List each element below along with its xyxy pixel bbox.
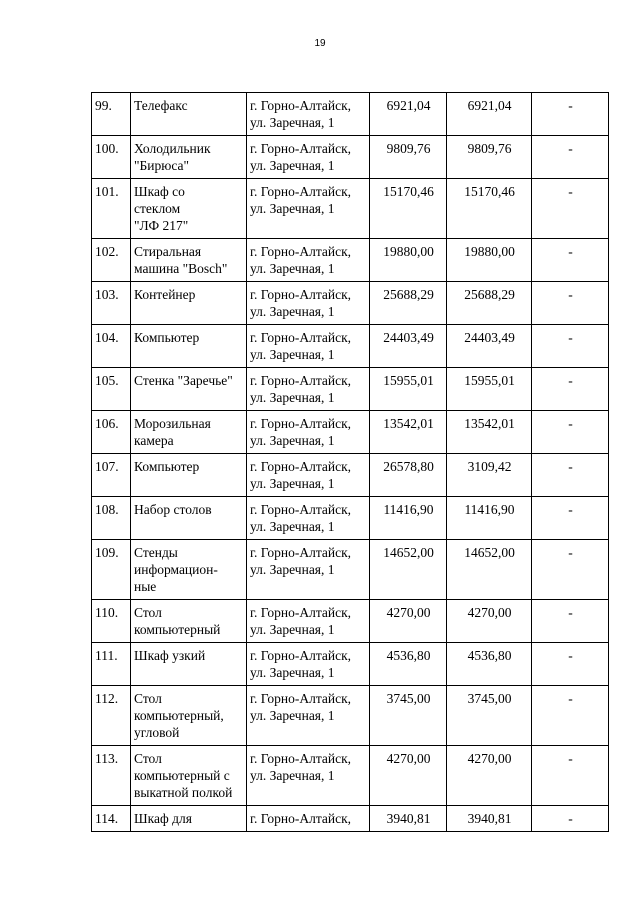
row-number: 105. bbox=[92, 368, 131, 411]
note-cell: - bbox=[532, 643, 609, 686]
residual-value: 11416,90 bbox=[447, 497, 532, 540]
row-number: 102. bbox=[92, 239, 131, 282]
item-address: г. Горно-Алтайск, ул. Заречная, 1 bbox=[247, 746, 370, 806]
book-value: 13542,01 bbox=[370, 411, 447, 454]
book-value: 4536,80 bbox=[370, 643, 447, 686]
table-row bbox=[92, 179, 609, 239]
note-cell: - bbox=[532, 411, 609, 454]
table-row bbox=[92, 806, 609, 832]
item-address: г. Горно-Алтайск, ул. Заречная, 1 bbox=[247, 411, 370, 454]
residual-value: 3940,81 bbox=[447, 806, 532, 832]
row-number: 110. bbox=[92, 600, 131, 643]
item-name: Компьютер bbox=[131, 325, 247, 368]
residual-value: 4536,80 bbox=[447, 643, 532, 686]
book-value: 9809,76 bbox=[370, 136, 447, 179]
note-cell: - bbox=[532, 93, 609, 136]
residual-value: 9809,76 bbox=[447, 136, 532, 179]
item-address: г. Горно-Алтайск, bbox=[247, 806, 370, 832]
table-row bbox=[92, 497, 609, 540]
table-row bbox=[92, 540, 609, 600]
item-address: г. Горно-Алтайск, ул. Заречная, 1 bbox=[247, 282, 370, 325]
residual-value: 15170,46 bbox=[447, 179, 532, 239]
book-value: 4270,00 bbox=[370, 746, 447, 806]
item-address: г. Горно-Алтайск, ул. Заречная, 1 bbox=[247, 179, 370, 239]
item-name: Шкаф для bbox=[131, 806, 247, 832]
note-cell: - bbox=[532, 540, 609, 600]
book-value: 24403,49 bbox=[370, 325, 447, 368]
item-name: Стенка "Заречье" bbox=[131, 368, 247, 411]
inventory-table-body bbox=[92, 93, 609, 832]
book-value: 19880,00 bbox=[370, 239, 447, 282]
item-name: Стенды информацион- ные bbox=[131, 540, 247, 600]
item-name: Морозильная камера bbox=[131, 411, 247, 454]
item-name: Стол компьютерный с выкатной полкой bbox=[131, 746, 247, 806]
book-value: 3940,81 bbox=[370, 806, 447, 832]
book-value: 4270,00 bbox=[370, 600, 447, 643]
residual-value: 3745,00 bbox=[447, 686, 532, 746]
page-number: 19 bbox=[314, 38, 326, 49]
table-row bbox=[92, 93, 609, 136]
table-row bbox=[92, 600, 609, 643]
row-number: 100. bbox=[92, 136, 131, 179]
row-number: 106. bbox=[92, 411, 131, 454]
row-number: 99. bbox=[92, 93, 131, 136]
item-name: Контейнер bbox=[131, 282, 247, 325]
residual-value: 15955,01 bbox=[447, 368, 532, 411]
row-number: 111. bbox=[92, 643, 131, 686]
item-address: г. Горно-Алтайск, ул. Заречная, 1 bbox=[247, 497, 370, 540]
table-row bbox=[92, 368, 609, 411]
residual-value: 24403,49 bbox=[447, 325, 532, 368]
residual-value: 4270,00 bbox=[447, 600, 532, 643]
row-number: 112. bbox=[92, 686, 131, 746]
item-address: г. Горно-Алтайск, ул. Заречная, 1 bbox=[247, 600, 370, 643]
note-cell: - bbox=[532, 806, 609, 832]
note-cell: - bbox=[532, 686, 609, 746]
row-number: 103. bbox=[92, 282, 131, 325]
table-row bbox=[92, 411, 609, 454]
residual-value: 25688,29 bbox=[447, 282, 532, 325]
table-row bbox=[92, 454, 609, 497]
row-number: 109. bbox=[92, 540, 131, 600]
inventory-table bbox=[91, 92, 609, 832]
residual-value: 3109,42 bbox=[447, 454, 532, 497]
table-row bbox=[92, 643, 609, 686]
item-address: г. Горно-Алтайск, ул. Заречная, 1 bbox=[247, 325, 370, 368]
book-value: 25688,29 bbox=[370, 282, 447, 325]
item-address: г. Горно-Алтайск, ул. Заречная, 1 bbox=[247, 540, 370, 600]
row-number: 108. bbox=[92, 497, 131, 540]
note-cell: - bbox=[532, 746, 609, 806]
book-value: 14652,00 bbox=[370, 540, 447, 600]
row-number: 113. bbox=[92, 746, 131, 806]
item-name: Шкаф со стеклом "ЛФ 217" bbox=[131, 179, 247, 239]
book-value: 3745,00 bbox=[370, 686, 447, 746]
row-number: 104. bbox=[92, 325, 131, 368]
residual-value: 13542,01 bbox=[447, 411, 532, 454]
item-name: Шкаф узкий bbox=[131, 643, 247, 686]
item-name: Телефакс bbox=[131, 93, 247, 136]
item-address: г. Горно-Алтайск, ул. Заречная, 1 bbox=[247, 239, 370, 282]
residual-value: 14652,00 bbox=[447, 540, 532, 600]
row-number: 114. bbox=[92, 806, 131, 832]
note-cell: - bbox=[532, 325, 609, 368]
row-number: 107. bbox=[92, 454, 131, 497]
item-name: Компьютер bbox=[131, 454, 247, 497]
note-cell: - bbox=[532, 179, 609, 239]
note-cell: - bbox=[532, 600, 609, 643]
table-row bbox=[92, 746, 609, 806]
table-row bbox=[92, 325, 609, 368]
row-number: 101. bbox=[92, 179, 131, 239]
item-name: Набор столов bbox=[131, 497, 247, 540]
table-row bbox=[92, 239, 609, 282]
item-address: г. Горно-Алтайск, ул. Заречная, 1 bbox=[247, 136, 370, 179]
table-row bbox=[92, 686, 609, 746]
residual-value: 6921,04 bbox=[447, 93, 532, 136]
table-row bbox=[92, 282, 609, 325]
item-name: Стиральная машина "Bosch" bbox=[131, 239, 247, 282]
item-name: Стол компьютерный, угловой bbox=[131, 686, 247, 746]
book-value: 26578,80 bbox=[370, 454, 447, 497]
note-cell: - bbox=[532, 239, 609, 282]
book-value: 15955,01 bbox=[370, 368, 447, 411]
note-cell: - bbox=[532, 368, 609, 411]
item-name: Стол компьютерный bbox=[131, 600, 247, 643]
item-address: г. Горно-Алтайск, ул. Заречная, 1 bbox=[247, 368, 370, 411]
residual-value: 19880,00 bbox=[447, 239, 532, 282]
note-cell: - bbox=[532, 497, 609, 540]
item-address: г. Горно-Алтайск, ул. Заречная, 1 bbox=[247, 454, 370, 497]
book-value: 11416,90 bbox=[370, 497, 447, 540]
residual-value: 4270,00 bbox=[447, 746, 532, 806]
book-value: 6921,04 bbox=[370, 93, 447, 136]
item-address: г. Горно-Алтайск, ул. Заречная, 1 bbox=[247, 93, 370, 136]
note-cell: - bbox=[532, 136, 609, 179]
book-value: 15170,46 bbox=[370, 179, 447, 239]
note-cell: - bbox=[532, 454, 609, 497]
note-cell: - bbox=[532, 282, 609, 325]
item-name: Холодильник "Бирюса" bbox=[131, 136, 247, 179]
table-row bbox=[92, 136, 609, 179]
item-address: г. Горно-Алтайск, ул. Заречная, 1 bbox=[247, 643, 370, 686]
item-address: г. Горно-Алтайск, ул. Заречная, 1 bbox=[247, 686, 370, 746]
